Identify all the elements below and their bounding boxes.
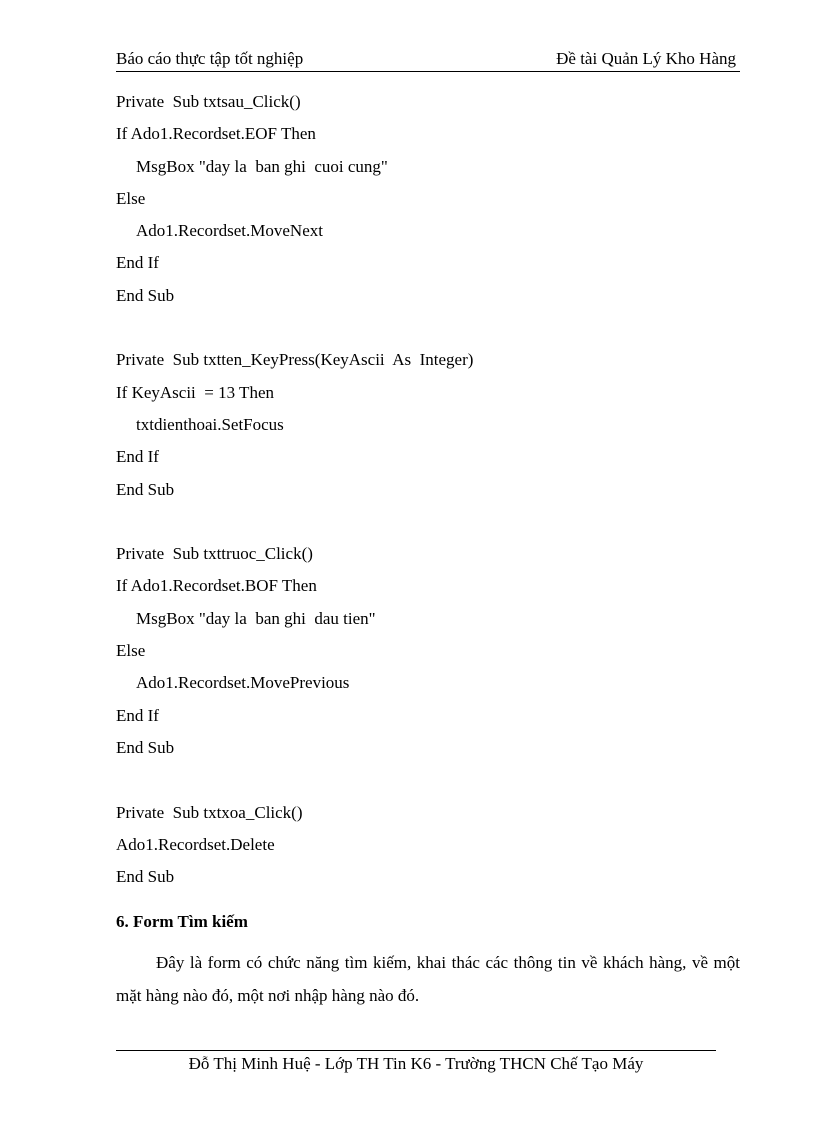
code-blank-line bbox=[116, 768, 756, 800]
section-heading: 6. Form Tìm kiếm bbox=[116, 912, 248, 931]
code-line: MsgBox "day la ban ghi cuoi cung" bbox=[136, 156, 388, 176]
page-footer: Đỗ Thị Minh Huệ - Lớp TH Tin K6 - Trường THCN Chế Tạo Máy bbox=[188, 1054, 644, 1073]
code-line: Private Sub txtsau_Click() bbox=[116, 92, 301, 111]
code-line: If Ado1.Recordset.EOF Then bbox=[116, 124, 316, 144]
code-line: txtdienthoai.SetFocus bbox=[136, 414, 284, 434]
code-line: Ado1.Recordset.Delete bbox=[116, 834, 275, 854]
code-line: Ado1.Recordset.MovePrevious bbox=[136, 673, 350, 693]
footer-divider bbox=[116, 1050, 716, 1051]
code-line: End Sub bbox=[116, 737, 175, 757]
code-listing bbox=[116, 90, 756, 897]
code-blank-line bbox=[116, 316, 756, 348]
code-line: Private Sub txttruoc_Click() bbox=[116, 544, 313, 564]
code-line: Else bbox=[116, 188, 146, 208]
code-line: MsgBox "day la ban ghi dau tien" bbox=[136, 608, 376, 628]
code-line: End If bbox=[116, 447, 159, 467]
header-topic-title: Đề tài Quản Lý Kho Hàng bbox=[556, 49, 736, 68]
page-header bbox=[116, 49, 740, 72]
section-paragraph: Đây là form có chức năng tìm kiếm, khai thác các thông tin về khách hàng, về một mặt hàng nào đó, một nơi nhập hàng nào đó. bbox=[116, 953, 740, 1005]
code-line: Ado1.Recordset.MoveNext bbox=[136, 221, 323, 241]
code-line: If KeyAscii = 13 Then bbox=[116, 382, 274, 402]
code-line: End Sub bbox=[116, 479, 175, 499]
code-line: End If bbox=[116, 253, 159, 273]
code-line: End Sub bbox=[116, 285, 175, 305]
code-line: Private Sub txtten_KeyPress(KeyAscii As Integer) bbox=[116, 350, 474, 370]
code-blank-line bbox=[116, 510, 756, 542]
code-line: Else bbox=[116, 641, 146, 661]
header-report-title: Báo cáo thực tập tốt nghiệp bbox=[116, 49, 304, 68]
code-line: End Sub bbox=[116, 867, 175, 887]
code-line: If Ado1.Recordset.BOF Then bbox=[116, 576, 317, 596]
code-line: Private Sub txtxoa_Click() bbox=[116, 802, 303, 822]
code-line: End If bbox=[116, 705, 159, 725]
